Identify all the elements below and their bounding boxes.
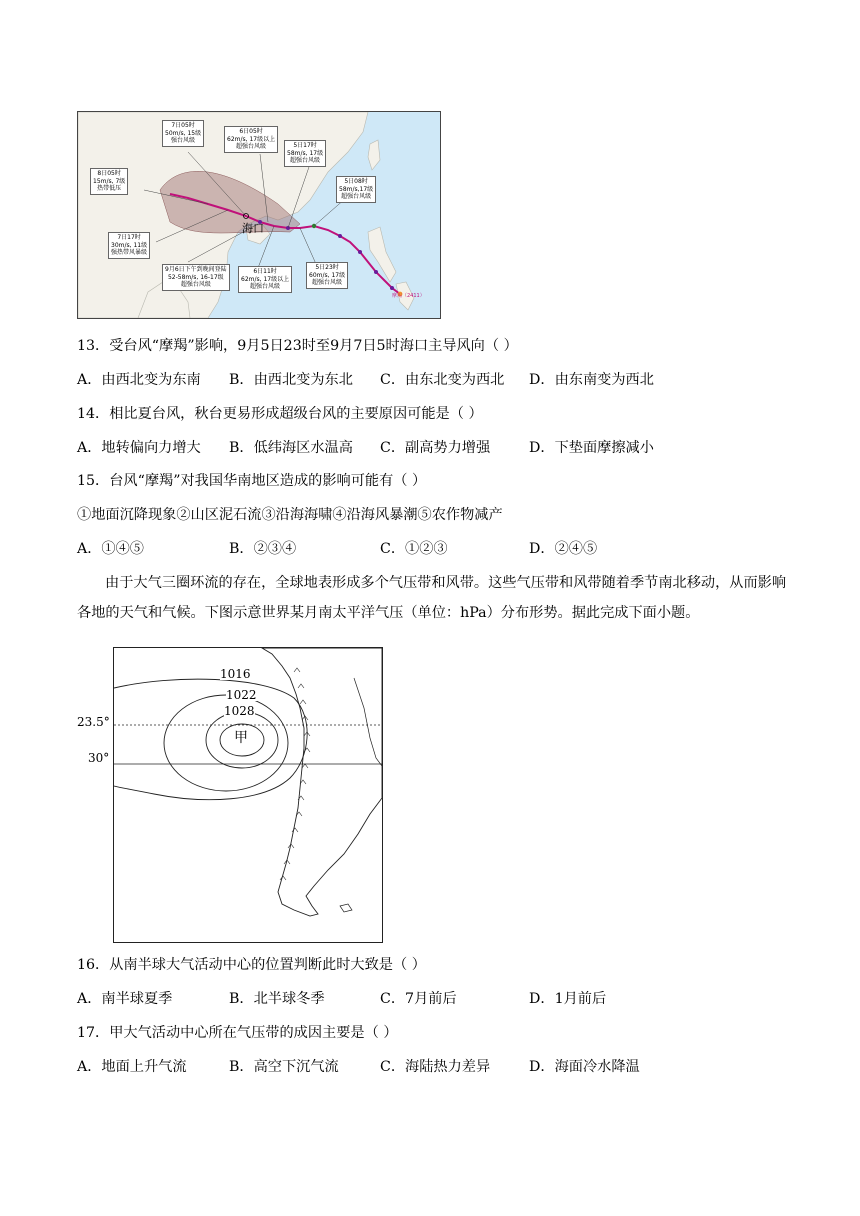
q17-option-c[interactable]: C．海陆热力差异 [380,1059,491,1075]
callout-6d05: 6日05时 62m/s, 17级以上 超强台风级 [224,126,278,153]
q13-option-a[interactable]: A．由西北变为东南 [77,372,201,388]
pressure-center-label: 甲 [234,730,248,746]
q13-stem: 13．受台风“摩羯”影响，9月5日23时至9月7日5时海口主导风向（ ） [77,338,518,354]
taiwan-island [368,140,380,170]
lat-label-30: 30° [88,751,110,765]
callout-5d17: 5日17时 58m/s, 17级 超强台风级 [284,140,326,167]
q16-option-b[interactable]: B．北半球冬季 [229,991,325,1007]
q13-option-b[interactable]: B．由西北变为东北 [229,372,353,388]
q13-option-d[interactable]: D．由东南变为西北 [529,372,654,388]
q14-option-b[interactable]: B．低纬海区水温高 [229,440,353,456]
isobar-label-1022: 1022 [226,688,257,702]
q15-option-d[interactable]: D．②④⑤ [529,541,598,557]
callout-5d23: 5日23时 60m/s, 17级 超强台风级 [306,262,348,289]
q15-option-b[interactable]: B．②③④ [229,541,297,557]
q14-option-a[interactable]: A．地转偏向力增大 [77,440,201,456]
callout-8d05: 8日05时 15m/s, 7级 热带低压 [90,168,128,195]
q17-option-a[interactable]: A．地面上升气流 [77,1059,187,1075]
callout-5d08: 5日08时 58m/s,17级 超强台风级 [336,176,376,203]
pressure-map [113,647,383,943]
q16-option-d[interactable]: D．1月前后 [529,991,607,1007]
city-label-haikou: 海口 [242,222,264,235]
q15-stem: 15．台风“摩羯”对我国华南地区造成的影响可能有（ ） [77,473,427,489]
q17-stem: 17．甲大气活动中心所在气压带的成因主要是（ ） [77,1025,398,1041]
callout-6d11: 6日11时 62m/s, 17级以上 超强台风级 [238,266,292,293]
q16-option-c[interactable]: C．7月前后 [380,991,457,1007]
passage-text: 由于大气三圈环流的存在，全球地表形成多个气压带和风带。这些气压带和风带随着季节南北移动，从而影响各地的天气和气候。下图示意世界某月南太平洋气压（单位：hPa）分布形势。据此完成下面小题。 [77,575,787,621]
q14-option-c[interactable]: C．副高势力增强 [380,440,491,456]
q13-option-c[interactable]: C．由东北变为西北 [380,372,505,388]
q17-option-b[interactable]: B．高空下沉气流 [229,1059,339,1075]
q14-option-d[interactable]: D．下垫面摩擦减小 [529,440,654,456]
callout-landfall: 9月6日下午到晚间登陆 52-58m/s, 16-17级 超强台风级 [162,264,230,291]
q15-items: ①地面沉降现象②山区泥石流③沿海海啸④沿海风暴潮⑤农作物减产 [77,507,503,523]
q16-stem: 16．从南半球大气活动中心的位置判断此时大致是（ ） [77,957,426,973]
typhoon-track-map [77,111,441,319]
isobar-label-1016: 1016 [220,667,251,681]
isobar-label-1028: 1028 [224,704,255,718]
q16-option-a[interactable]: A．南半球夏季 [77,991,173,1007]
q15-option-c[interactable]: C．①②③ [380,541,448,557]
south-america-land [262,648,382,916]
luzon-island [368,227,396,282]
falkland-islands [340,904,352,912]
typhoon-name-label: 摩羯（2411） [392,293,425,299]
lat-label-23-5: 23.5° [77,715,110,729]
q14-stem: 14．相比夏台风，秋台更易形成超级台风的主要原因可能是（ ） [77,406,483,422]
q17-option-d[interactable]: D．海面冷水降温 [529,1059,640,1075]
q15-option-a[interactable]: A．①④⑤ [77,541,144,557]
callout-7d05: 7日05时 50m/s, 15级 强台风级 [162,120,204,147]
callout-7d17: 7日17时 30m/s, 11级 强热带风暴级 [108,232,150,259]
